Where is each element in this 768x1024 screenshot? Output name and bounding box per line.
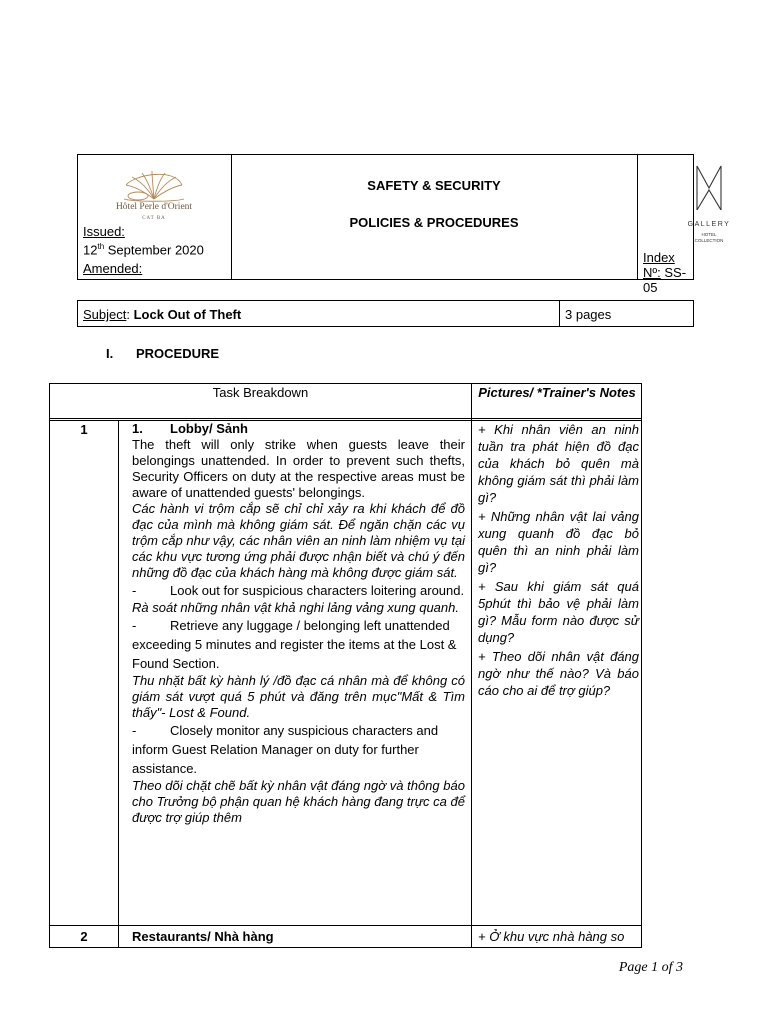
page-footer: Page 1 of 3 [618,960,683,975]
issued-month-year: September 2020 [104,242,204,258]
task-intro-en: The theft will only strike when guests leave their belongings unattended. In order to prevent such thefts, Security Officers on duty at the respective areas must be aware of unattended guests' belongings. [132,437,465,500]
task-heading-text: Lobby/ Sảnh [170,421,248,436]
task-cell [132,421,465,826]
index-number [643,250,693,295]
amended-label: Amended: [83,261,143,276]
trainer-note: + Theo dõi nhân vật đáng ngờ như thế nào? Và báo cáo cho ai để trợ giúp? [478,649,639,698]
subject-cell [78,301,560,326]
task-bullet-vi: Theo dõi chặt chẽ bất kỳ nhân vật đáng ngờ và thông báo cho Trưởng bộ phận quan hệ khách hàng đang trực ca để được trợ giúp thêm [132,778,465,825]
task-bullet-vi: Thu nhặt bất kỳ hành lý /đồ đạc cá nhân mà để không có giám sát vượt quá 5 phút và đăng trên mục"Mất & Tìm thấy"- Lost & Found. [132,673,465,720]
bullet-dash: - [132,618,137,633]
subject-separator: : [126,307,134,322]
task-heading [132,421,465,437]
brand-logo-line3: COLLECTION [694,238,724,243]
bullet-text: Retrieve any luggage / belonging left unattended exceeding 5 minutes and register the items at the Lost & Found Section. [132,618,457,671]
column-divider [471,384,472,947]
trainer-note: + Những nhân vật lai vảng xung quanh đồ đạc bỏ quên thì an ninh phải làm gì? [478,509,639,575]
brand-logo-line1: GALLERY [687,221,731,228]
procedure-table [49,383,642,948]
task-bullet-vi: Rà soát những nhân vật khả nghi lảng vảng xung quanh. [132,600,459,615]
brand-logo-line2: HOTEL [701,232,717,237]
task-bullet-en [132,581,465,600]
bullet-dash: - [132,723,137,738]
bullet-dash: - [132,583,137,598]
column-header-notes: Pictures/ *Trainer's Notes [478,385,636,400]
hotel-logo-sub: CAT BA [142,216,166,221]
trainer-notes-cell [478,421,639,701]
column-header-task: Task Breakdown [212,385,309,400]
hotel-logo [104,169,204,227]
row-number: 1 [80,422,88,437]
column-divider [118,420,119,947]
section-number: I. [106,346,114,361]
subject-line [83,307,241,322]
document-title-line1: SAFETY & SECURITY [367,178,501,193]
task-intro-vi: Các hành vi trộm cắp sẽ chỉ chỉ xảy ra khi khách để đồ đạc của mình mà không giám sát. Để ngăn chặn các vụ trộm cắp như vậy, các nhân viên an ninh làm nhiệm vụ tại các khu vực tương ứng phải được nhận biết và chú ý đến những đồ đạc của khách hàng mà không được giám sát. [132,501,465,580]
bullet-text: Closely monitor any suspicious characters and inform Guest Relation Manager on duty for further assistance. [132,723,439,776]
subject-value: Lock Out of Theft [133,307,242,322]
issued-label: Issued: [83,224,125,239]
issued-day: 12 [83,242,98,258]
hotel-logo-name: Hôtel Perle d'Orient [115,202,193,212]
subject-box [77,300,694,327]
trainer-note: + Khi nhân viên an ninh tuần tra phát hiện đồ đạc của khách bỏ quên mà không giám sát thì phải làm gì? [478,422,639,505]
bullet-text: Look out for suspicious characters loitering around. [170,583,465,598]
task-bullet-en [132,721,465,778]
row-number: 2 [80,929,88,944]
task-heading-number: 1. [132,421,143,436]
header-title-cell [231,155,638,279]
trainer-note: + Sau khi giám sát quá 5phút thì bảo vệ phải làm gì? Mẫu form nào được sử dụng? [478,579,639,645]
index-value: SS-05 [643,265,687,295]
document-header [77,154,731,295]
mgallery-logo [667,160,747,250]
row-divider [50,925,641,926]
trainer-note: + Ở khu vực nhà hàng so [478,929,625,944]
fan-logo-icon [104,169,204,203]
header-right-cell [637,155,731,295]
issued-date [83,242,204,257]
header-left-cell [78,155,232,279]
task-bullet-en [132,616,465,673]
subject-label: Subject [83,307,127,322]
issued-day-suffix: th [97,242,105,251]
task-heading: Restaurants/ Nhà hàng [132,929,274,944]
page-count: 3 pages [565,307,612,322]
index-label: Index Nº: [643,250,675,280]
section-title: PROCEDURE [136,346,220,361]
document-title-line2: POLICIES & PROCEDURES [349,215,519,230]
mgallery-logo-icon [667,160,747,250]
